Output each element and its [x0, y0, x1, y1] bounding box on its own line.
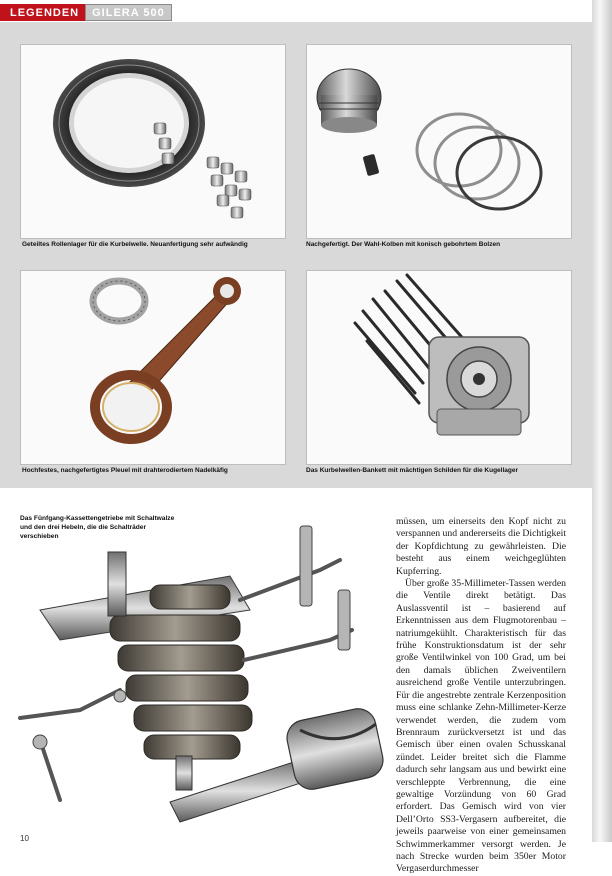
photo-piston: [306, 44, 572, 239]
photo-crankshaft-bank: [306, 270, 572, 465]
section-label: LEGENDEN: [0, 4, 85, 21]
article-paragraph: müssen, um einerseits den Kopf nicht zu verspannen und andererseits die Dichtigkeit der Kopfdichtung zu gewährleisten. Die besteht aus einem weichgeglühten Kupferring.: [396, 516, 567, 577]
photo-caption: Das Kurbelwellen-Bankett mit mächtigen Schilden für die Kugellager: [306, 467, 519, 474]
photo-caption: Hochfestes, nachgefertigtes Pleuel mit drahterodiertem Nadelkäfig: [22, 467, 228, 474]
model-label: GILERA 500: [85, 4, 172, 21]
photo-connecting-rod: [20, 270, 286, 465]
section-header: [0, 4, 172, 21]
photo-caption: Geteiltes Rollenlager für die Kurbelwelle. Neuanfertigung sehr aufwändig: [22, 241, 248, 248]
photo-caption: Nachgefertigt. Der Wahl-Kolben mit konisch gebohrtem Bolzen: [306, 241, 501, 248]
gearbox-caption: Das Fünfgang-Kassettengetriebe mit Schaltwalze und den drei Hebeln, die die Schalträder verschieben: [20, 515, 175, 540]
page-spine: [592, 0, 612, 842]
page-number: 10: [20, 834, 29, 843]
article-paragraph: Über große 35-Millimeter-Tassen werden die Ventile direkt betätigt. Das Auslassventil ist – basierend auf Erkenntnissen aus dem Flugmotorenbau – natriumgekühlt. Charakteristisch für das frühe Konstruktionsdatum ist der sehr große Ventilwinkel von 100 Grad, um bei den damals üblichen Zweiventilern ausreichend große Ventile unterzubringen. Für die angestrebte zentrale Kerzenposition muss eine schlanke Zehn-Millimeter-Kerze verwendet werden, die zudem vom Brennraum zurückversetzt ist und das Gemisch über einen ovalen Schusskanal zündet. Leider breitet sich die Flamme dadurch sehr langsam aus und bewirkt eine verschleppte Verbrennung, die eine gewaltige Vorzündung von 60 Grad erfordert. Das Gemisch wird von vier Dell’Orto SS3-Vergasern aufbereitet, die jeweils paarweise von einer gemeinsamen Schwimmerkammer versorgt werden. Je nach Strecke wurden beim 350er Motor Vergaserdurchmesser: [396, 578, 566, 875]
photo-roller-bearing: [20, 44, 286, 239]
article-text: [396, 516, 566, 876]
photo-gearbox: [0, 490, 392, 842]
